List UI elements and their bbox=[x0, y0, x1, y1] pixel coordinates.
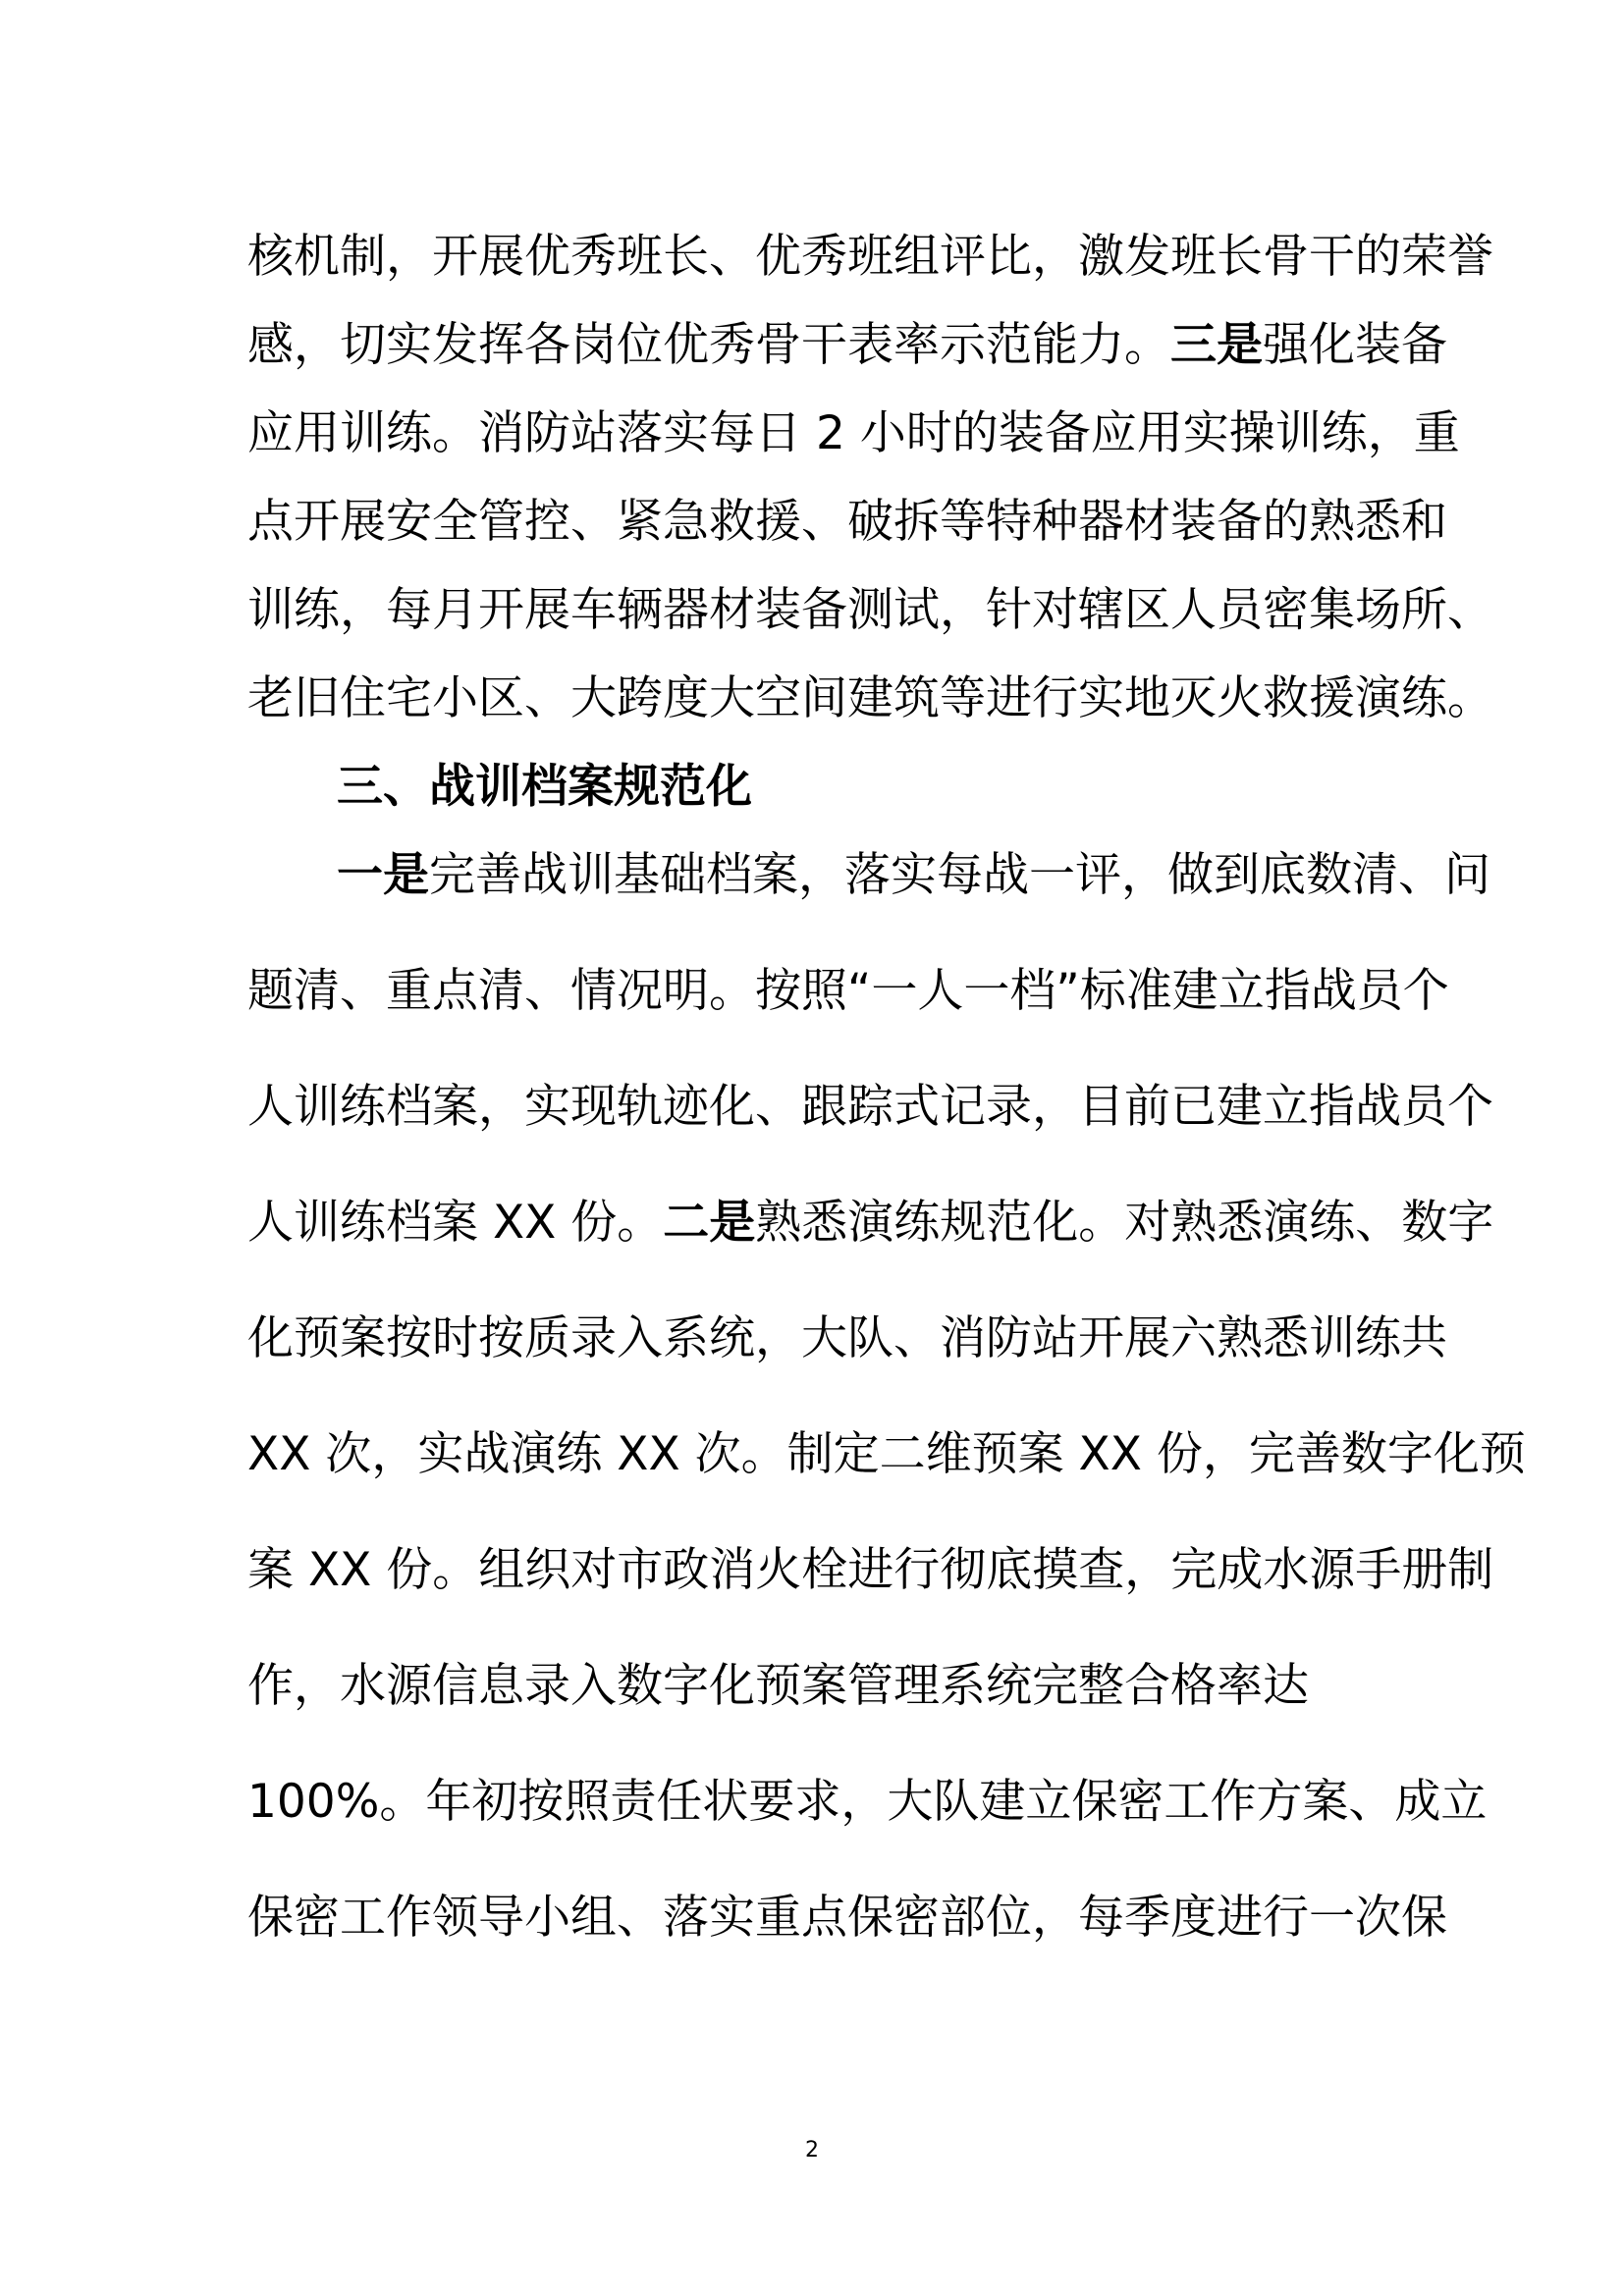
text-line-14 bbox=[247, 1541, 1494, 1600]
text-segment: 强化装备 bbox=[1263, 318, 1447, 372]
text-segment: 人训练档案，实现轨迹化、跟踪式记录，目前已建立指战员个 bbox=[247, 1080, 1493, 1134]
text-line-9 bbox=[247, 962, 1449, 1021]
section-heading-text: 三、战训档案规范化 bbox=[337, 760, 752, 814]
text-line-1 bbox=[247, 228, 1493, 287]
text-line-2 bbox=[247, 316, 1447, 375]
text-segment: 保密工作领导小组、落实重点保密部位，每季度进行一次保 bbox=[247, 1891, 1447, 1945]
text-segment: 100%。年初按照责任状要求，大队建立保密工作方案、成立 bbox=[247, 1775, 1488, 1829]
text-segment: 熟悉演练规范化。对熟悉演练、数字 bbox=[755, 1196, 1494, 1250]
text-line-6 bbox=[247, 669, 1493, 728]
text-segment: 作，水源信息录入数字化预案管理系统完整合格率达 bbox=[247, 1659, 1309, 1713]
text-segment-bold: 三是 bbox=[1170, 318, 1263, 372]
section-heading bbox=[337, 758, 1386, 817]
text-line-16 bbox=[247, 1773, 1488, 1832]
text-segment: 化预案按时按质录入系统，大队、消防站开展六熟悉训练共 bbox=[247, 1311, 1447, 1365]
text-line-4 bbox=[247, 493, 1447, 552]
text-line-11 bbox=[247, 1194, 1494, 1253]
text-segment: 应用训练。消防站落实每日 2 小时的装备应用实操训练，重 bbox=[247, 406, 1460, 460]
text-segment: 训练，每月开展车辆器材装备测试，针对辖区人员密集场所、 bbox=[247, 583, 1493, 637]
text-line-12 bbox=[247, 1309, 1447, 1368]
text-segment: 完善战训基础档案，落实每战一评，做到底数清、问 bbox=[429, 848, 1490, 902]
text-segment: 人训练档案 XX 份。 bbox=[247, 1196, 664, 1250]
text-line-15 bbox=[247, 1657, 1386, 1716]
text-line-5 bbox=[247, 581, 1493, 640]
text-segment-bold: 二是 bbox=[663, 1196, 756, 1250]
text-line-10 bbox=[247, 1078, 1493, 1137]
text-segment: 点开展安全管控、紧急救援、破拆等特种器材装备的熟悉和 bbox=[247, 495, 1447, 549]
text-segment: 老旧住宅小区、大跨度大空间建筑等进行实地灭火救援演练。 bbox=[247, 671, 1493, 725]
text-segment-bold: 一是 bbox=[337, 848, 429, 902]
page-number: 2 bbox=[805, 2138, 819, 2163]
text-segment: 感，切实发挥各岗位优秀骨干表率示范能力。 bbox=[247, 318, 1170, 372]
text-line-17 bbox=[247, 1889, 1447, 1948]
text-segment: 案 XX 份。组织对市政消火栓进行彻底摸查，完成水源手册制 bbox=[247, 1543, 1494, 1597]
text-segment: 题清、重点清、情况明。按照“一人一档”标准建立指战员个 bbox=[247, 964, 1449, 1018]
text-segment: XX 次，实战演练 XX 次。制定二维预案 XX 份，完善数字化预 bbox=[247, 1427, 1526, 1481]
text-segment: 核机制，开展优秀班长、优秀班组评比，激发班长骨干的荣誉 bbox=[247, 230, 1493, 284]
text-line-3 bbox=[247, 404, 1460, 463]
text-line-8 bbox=[337, 846, 1490, 905]
text-line-13 bbox=[247, 1425, 1526, 1484]
